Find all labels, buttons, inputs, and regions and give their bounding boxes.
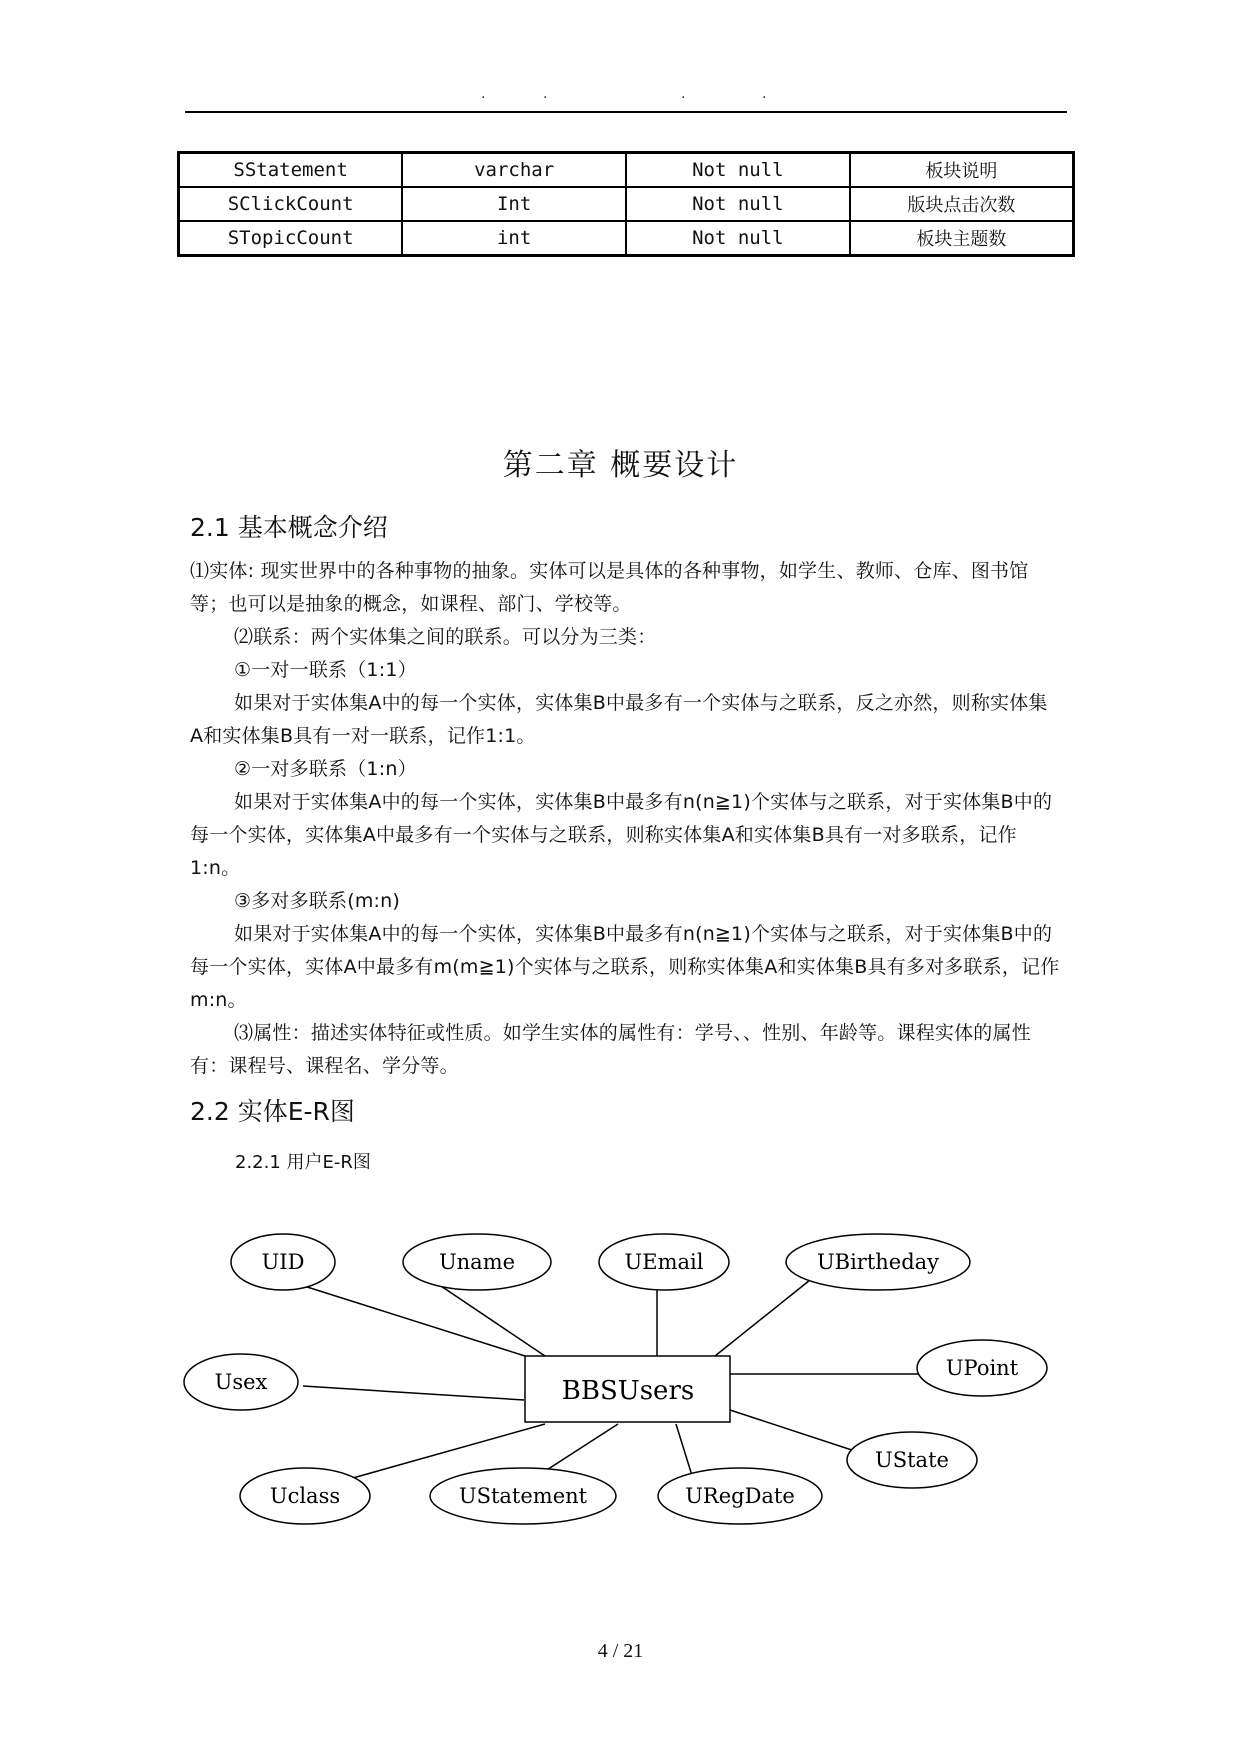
paragraph: ⑶属性：描述实体特征或性质。如学生实体的属性有：学号、、性别、年龄等。课程实体的属性有：课程号、课程名、学分等。 xyxy=(190,1022,1031,1077)
header-dot: . xyxy=(481,86,486,102)
section-body xyxy=(190,555,1060,1083)
field-table xyxy=(177,151,1075,257)
table-cell: varchar xyxy=(402,153,626,188)
er-connector xyxy=(303,1386,524,1400)
attribute-label: UState xyxy=(875,1448,949,1472)
paragraph: 如果对于实体集A中的每一个实体，实体集B中最多有n(n≧1)个实体与之联系，对于实体集B中的每一个实体，实体A中最多有m(m≧1)个实体与之联系，则称实体集A和实体集B具有多对多联系，记作m:n。 xyxy=(190,923,1060,1011)
er-diagram xyxy=(170,1230,1070,1550)
attribute-label: UID xyxy=(261,1250,305,1274)
section-title: 2.2 实体E-R图 xyxy=(190,1097,355,1126)
attribute-label: URegDate xyxy=(685,1484,795,1508)
paragraph: ⑵联系：两个实体集之间的联系。可以分为三类： xyxy=(234,626,657,648)
table-cell: 板块主题数 xyxy=(850,221,1074,256)
chapter-title: 第二章 概要设计 xyxy=(502,448,739,483)
paragraph: 如果对于实体集A中的每一个实体，实体集B中最多有n(n≧1)个实体与之联系，对于实体集B中的每一个实体，实体集A中最多有一个实体与之联系，则称实体集A和实体集B具有一对多联系，记作1:n。 xyxy=(190,791,1053,879)
attribute-label: UStatement xyxy=(458,1484,588,1508)
table-row xyxy=(179,153,1074,188)
header-dot: . xyxy=(762,86,767,102)
section-title: 2.1 基本概念介绍 xyxy=(190,513,388,542)
entity-label: BBSUsers xyxy=(561,1376,695,1406)
table-row xyxy=(179,187,1074,221)
attribute-label: UBirtheday xyxy=(816,1250,940,1274)
er-connector xyxy=(730,1410,870,1456)
paragraph: ③多对多联系(m:n) xyxy=(234,890,401,912)
table-cell: int xyxy=(402,221,626,256)
table-cell: Not null xyxy=(626,153,850,188)
table-cell: Not null xyxy=(626,221,850,256)
table-cell: STopicCount xyxy=(179,221,403,256)
paragraph: ⑴实体: 现实世界中的各种事物的抽象。实体可以是具体的各种事物，如学生、教师、仓库、图书馆等；也可以是抽象的概念，如课程、部门、学校等。 xyxy=(190,560,1029,615)
header-rule xyxy=(185,111,1067,113)
header-dot: . xyxy=(543,86,548,102)
paragraph: 如果对于实体集A中的每一个实体，实体集B中最多有一个实体与之联系，反之亦然，则称实体集A和实体集B具有一对一联系，记作1:1。 xyxy=(190,692,1048,747)
er-connector xyxy=(715,1280,810,1356)
header-dot: . xyxy=(681,86,686,102)
attribute-label: UEmail xyxy=(624,1250,704,1274)
page-number: 4 / 21 xyxy=(597,1640,644,1662)
attribute-label: Usex xyxy=(214,1370,268,1394)
table-cell: 板块说明 xyxy=(850,153,1074,188)
paragraph: ①一对一联系（1:1） xyxy=(234,659,417,681)
attribute-label: UPoint xyxy=(945,1356,1019,1380)
table-row xyxy=(179,221,1074,256)
table-cell: Int xyxy=(402,187,626,221)
table-cell: Not null xyxy=(626,187,850,221)
table-cell: SClickCount xyxy=(179,187,403,221)
table-cell: SStatement xyxy=(179,153,403,188)
header-dots xyxy=(0,86,1241,106)
attribute-label: Uclass xyxy=(269,1484,341,1508)
subsection-title: 2.2.1 用户E-R图 xyxy=(235,1152,371,1173)
paragraph: ②一对多联系（1:n） xyxy=(234,758,417,780)
table-cell: 版块点击次数 xyxy=(850,187,1074,221)
attribute-label: Uname xyxy=(438,1250,516,1274)
